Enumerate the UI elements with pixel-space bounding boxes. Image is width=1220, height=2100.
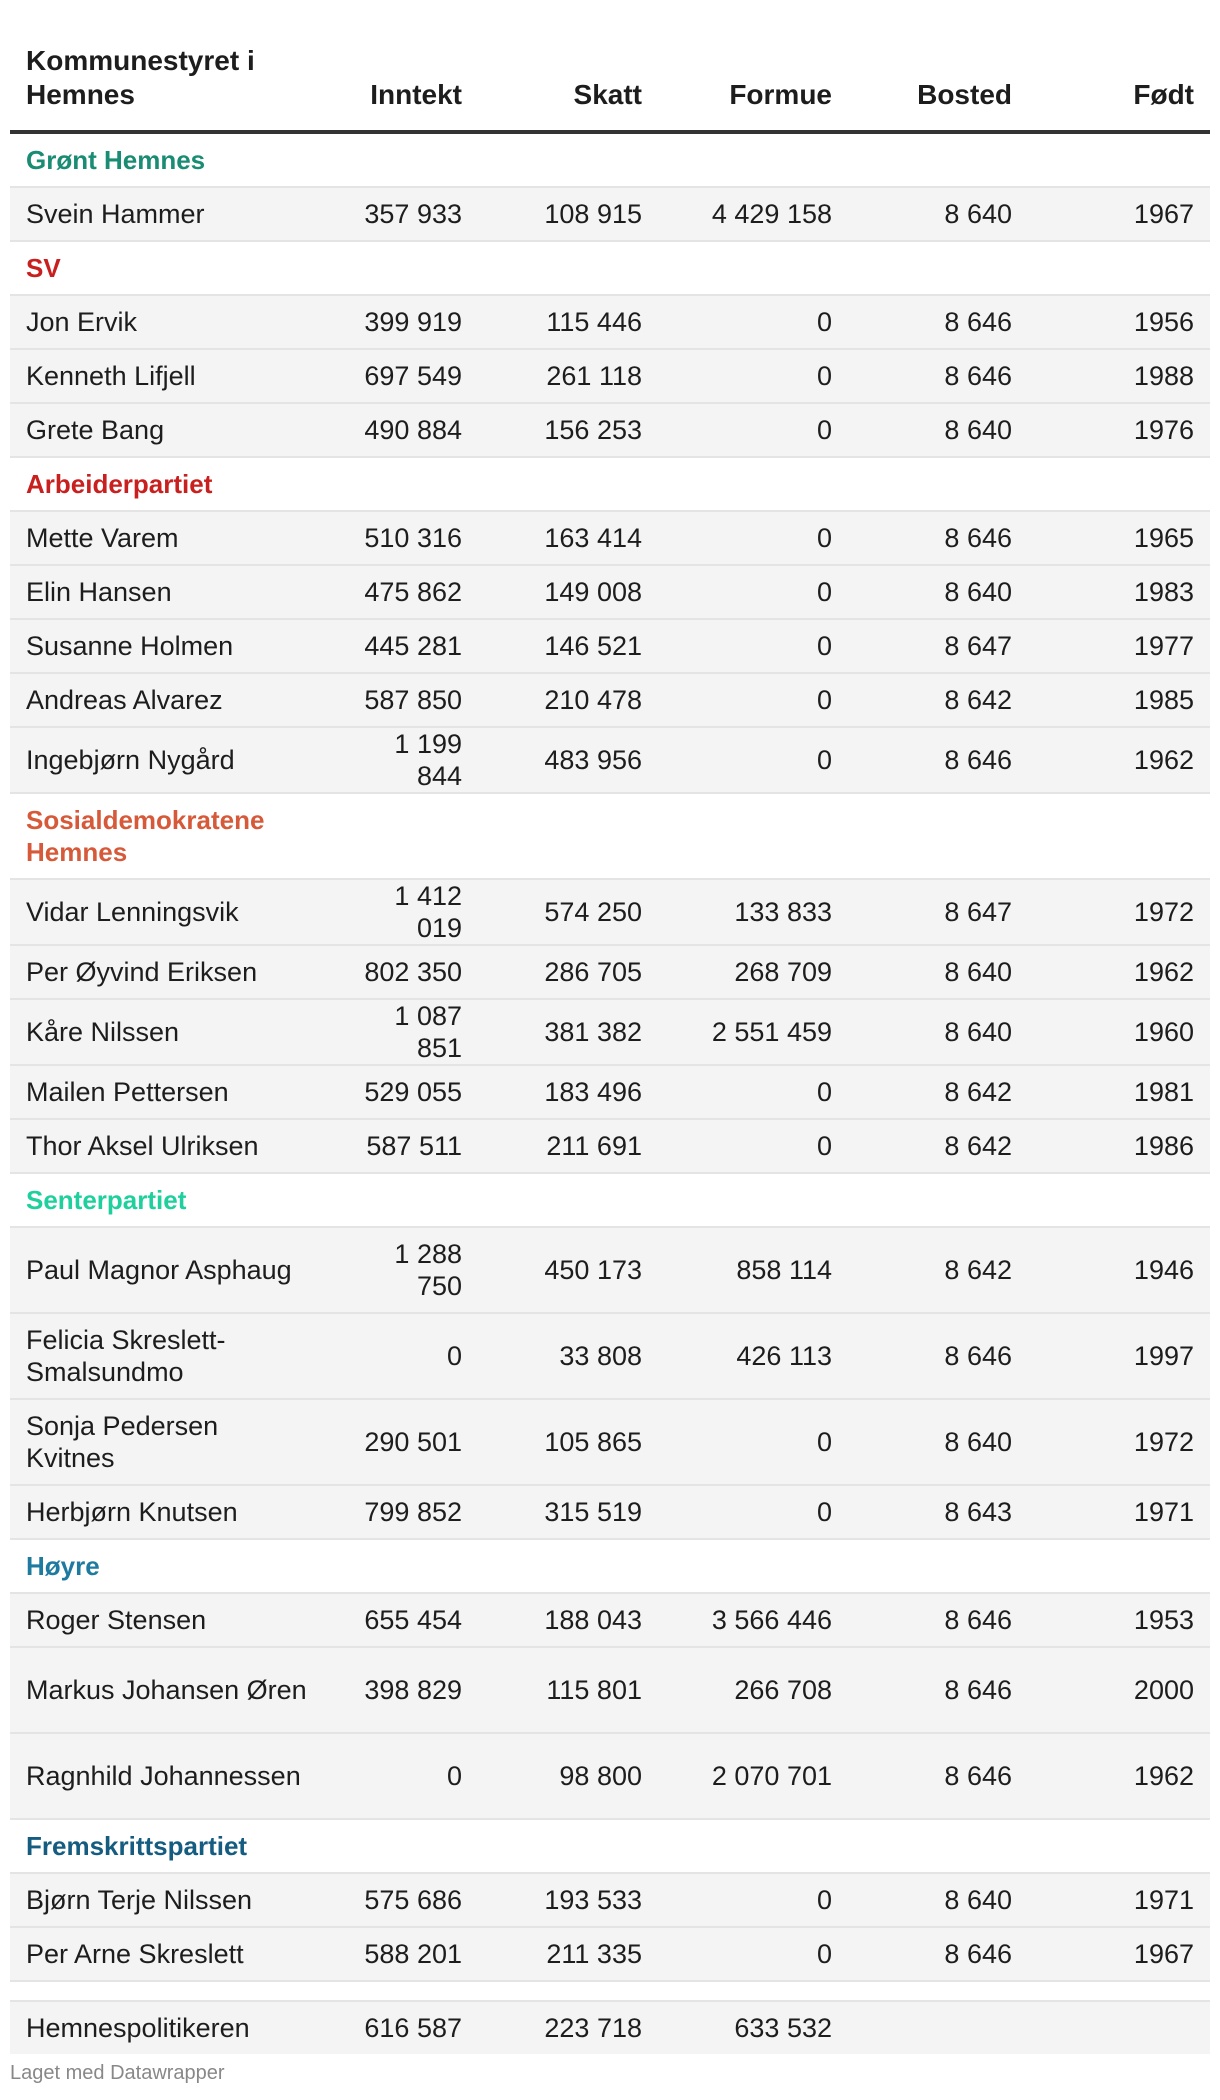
cell-formue: 0 [658, 727, 848, 793]
table-header [10, 40, 1210, 132]
total-row [10, 2001, 1210, 2054]
cell-inntekt: 1 412 019 [328, 879, 478, 945]
member-name: Andreas Alvarez [10, 673, 328, 727]
cell-formue: 858 114 [658, 1227, 848, 1313]
table-row [10, 511, 1210, 565]
table-row [10, 403, 1210, 457]
member-name: Roger Stensen [10, 1593, 328, 1647]
table-row [10, 1873, 1210, 1927]
table-row [10, 999, 1210, 1065]
cell-formue: 0 [658, 1873, 848, 1927]
cell-formue: 0 [658, 619, 848, 673]
group-header-row [10, 1539, 1210, 1593]
cell-inntekt: 398 829 [328, 1647, 478, 1733]
member-name: Kåre Nilssen [10, 999, 328, 1065]
cell-skatt: 183 496 [478, 1065, 658, 1119]
cell-inntekt: 529 055 [328, 1065, 478, 1119]
cell-inntekt: 575 686 [328, 1873, 478, 1927]
cell-skatt: 211 691 [478, 1119, 658, 1173]
cell-bosted: 8 647 [848, 879, 1028, 945]
spacer-row [10, 1981, 1210, 2001]
table-row [10, 1647, 1210, 1733]
empty-cell [1028, 2001, 1210, 2054]
header-skatt[interactable]: Skatt [478, 40, 658, 132]
cell-fodt: 1971 [1028, 1485, 1210, 1539]
empty-cell [478, 793, 658, 879]
cell-inntekt: 0 [328, 1733, 478, 1819]
header-fodt[interactable]: Født [1028, 40, 1210, 132]
table-row [10, 1593, 1210, 1647]
cell-bosted: 8 646 [848, 295, 1028, 349]
cell-bosted: 8 642 [848, 1227, 1028, 1313]
total-skatt: 223 718 [478, 2001, 658, 2054]
cell-bosted: 8 640 [848, 187, 1028, 241]
cell-skatt: 315 519 [478, 1485, 658, 1539]
group-header-row [10, 1819, 1210, 1873]
cell-skatt: 210 478 [478, 673, 658, 727]
cell-bosted: 8 642 [848, 1065, 1028, 1119]
cell-inntekt: 445 281 [328, 619, 478, 673]
cell-skatt: 108 915 [478, 187, 658, 241]
table-row [10, 349, 1210, 403]
member-name: Grete Bang [10, 403, 328, 457]
member-name: Mailen Pettersen [10, 1065, 328, 1119]
cell-skatt: 450 173 [478, 1227, 658, 1313]
cell-skatt: 33 808 [478, 1313, 658, 1399]
empty-cell [658, 793, 848, 879]
cell-fodt: 1962 [1028, 945, 1210, 999]
table-row [10, 1733, 1210, 1819]
cell-bosted: 8 643 [848, 1485, 1028, 1539]
table-row [10, 727, 1210, 793]
cell-formue: 268 709 [658, 945, 848, 999]
cell-skatt: 261 118 [478, 349, 658, 403]
cell-skatt: 115 446 [478, 295, 658, 349]
party-label: Senterpartiet [10, 1173, 1210, 1227]
cell-fodt: 1960 [1028, 999, 1210, 1065]
party-label: SV [10, 241, 1210, 295]
cell-inntekt: 399 919 [328, 295, 478, 349]
table-row [10, 295, 1210, 349]
cell-fodt: 2000 [1028, 1647, 1210, 1733]
member-name: Elin Hansen [10, 565, 328, 619]
cell-skatt: 98 800 [478, 1733, 658, 1819]
cell-bosted: 8 646 [848, 349, 1028, 403]
group-header-row [10, 132, 1210, 187]
member-name: Vidar Lenningsvik [10, 879, 328, 945]
header-bosted[interactable]: Bosted [848, 40, 1028, 132]
cell-inntekt: 490 884 [328, 403, 478, 457]
table-row [10, 565, 1210, 619]
cell-inntekt: 588 201 [328, 1927, 478, 1981]
cell-bosted: 8 646 [848, 1733, 1028, 1819]
cell-inntekt: 1 087 851 [328, 999, 478, 1065]
politician-table [10, 40, 1210, 2054]
cell-bosted: 8 640 [848, 999, 1028, 1065]
cell-fodt: 1956 [1028, 295, 1210, 349]
member-name: Felicia Skreslett-Smalsundmo [10, 1313, 328, 1399]
cell-formue: 0 [658, 349, 848, 403]
member-name: Ragnhild Johannessen [10, 1733, 328, 1819]
header-formue[interactable]: Formue [658, 40, 848, 132]
table-row [10, 619, 1210, 673]
cell-inntekt: 290 501 [328, 1399, 478, 1485]
cell-fodt: 1988 [1028, 349, 1210, 403]
cell-fodt: 1971 [1028, 1873, 1210, 1927]
empty-cell [1028, 793, 1210, 879]
header-inntekt[interactable]: Inntekt [328, 40, 478, 132]
cell-inntekt: 1 199 844 [328, 727, 478, 793]
cell-bosted: 8 640 [848, 945, 1028, 999]
party-label: Sosialdemokratene Hemnes [10, 793, 328, 879]
table-row [10, 1927, 1210, 1981]
cell-skatt: 193 533 [478, 1873, 658, 1927]
table-row [10, 1119, 1210, 1173]
cell-formue: 0 [658, 673, 848, 727]
cell-formue: 266 708 [658, 1647, 848, 1733]
cell-inntekt: 655 454 [328, 1593, 478, 1647]
cell-formue: 0 [658, 295, 848, 349]
spacer-cell [10, 1981, 1210, 2001]
cell-fodt: 1983 [1028, 565, 1210, 619]
cell-formue: 0 [658, 511, 848, 565]
table-body [10, 132, 1210, 2054]
table-row [10, 1399, 1210, 1485]
party-label: Høyre [10, 1539, 1210, 1593]
cell-inntekt: 0 [328, 1313, 478, 1399]
cell-fodt: 1972 [1028, 879, 1210, 945]
cell-skatt: 188 043 [478, 1593, 658, 1647]
cell-fodt: 1981 [1028, 1065, 1210, 1119]
member-name: Sonja Pedersen Kvitnes [10, 1399, 328, 1485]
table-row [10, 673, 1210, 727]
empty-cell [848, 793, 1028, 879]
cell-fodt: 1946 [1028, 1227, 1210, 1313]
cell-inntekt: 475 862 [328, 565, 478, 619]
cell-bosted: 8 640 [848, 1873, 1028, 1927]
table-row [10, 1227, 1210, 1313]
cell-fodt: 1977 [1028, 619, 1210, 673]
member-name: Thor Aksel Ulriksen [10, 1119, 328, 1173]
cell-formue: 3 566 446 [658, 1593, 848, 1647]
cell-formue: 0 [658, 1485, 848, 1539]
cell-formue: 2 070 701 [658, 1733, 848, 1819]
table-row [10, 187, 1210, 241]
cell-fodt: 1976 [1028, 403, 1210, 457]
cell-inntekt: 587 850 [328, 673, 478, 727]
table-row [10, 945, 1210, 999]
cell-bosted: 8 646 [848, 727, 1028, 793]
cell-bosted: 8 646 [848, 1313, 1028, 1399]
cell-fodt: 1997 [1028, 1313, 1210, 1399]
group-header-row [10, 793, 1210, 879]
empty-cell [848, 2001, 1028, 2054]
cell-bosted: 8 646 [848, 1927, 1028, 1981]
cell-skatt: 115 801 [478, 1647, 658, 1733]
cell-fodt: 1962 [1028, 1733, 1210, 1819]
cell-inntekt: 802 350 [328, 945, 478, 999]
cell-skatt: 156 253 [478, 403, 658, 457]
cell-bosted: 8 647 [848, 619, 1028, 673]
footer-credit: Laget med Datawrapper [10, 2062, 225, 2084]
cell-formue: 4 429 158 [658, 187, 848, 241]
member-name: Markus Johansen Øren [10, 1647, 328, 1733]
cell-skatt: 211 335 [478, 1927, 658, 1981]
cell-formue: 2 551 459 [658, 999, 848, 1065]
cell-fodt: 1967 [1028, 187, 1210, 241]
member-name: Svein Hammer [10, 187, 328, 241]
party-label: Arbeiderpartiet [10, 457, 1210, 511]
cell-bosted: 8 640 [848, 1399, 1028, 1485]
cell-fodt: 1967 [1028, 1927, 1210, 1981]
cell-formue: 0 [658, 565, 848, 619]
cell-formue: 0 [658, 1927, 848, 1981]
cell-skatt: 105 865 [478, 1399, 658, 1485]
table-row [10, 1485, 1210, 1539]
cell-skatt: 149 008 [478, 565, 658, 619]
total-formue: 633 532 [658, 2001, 848, 2054]
member-name: Herbjørn Knutsen [10, 1485, 328, 1539]
group-header-row [10, 457, 1210, 511]
cell-inntekt: 587 511 [328, 1119, 478, 1173]
cell-bosted: 8 642 [848, 673, 1028, 727]
cell-bosted: 8 640 [848, 565, 1028, 619]
member-name: Per Arne Skreslett [10, 1927, 328, 1981]
cell-skatt: 146 521 [478, 619, 658, 673]
cell-fodt: 1965 [1028, 511, 1210, 565]
cell-bosted: 8 646 [848, 511, 1028, 565]
cell-skatt: 286 705 [478, 945, 658, 999]
cell-skatt: 381 382 [478, 999, 658, 1065]
cell-inntekt: 1 288 750 [328, 1227, 478, 1313]
group-header-row [10, 1173, 1210, 1227]
cell-bosted: 8 642 [848, 1119, 1028, 1173]
cell-formue: 0 [658, 403, 848, 457]
table-row [10, 1065, 1210, 1119]
cell-formue: 0 [658, 1065, 848, 1119]
cell-inntekt: 697 549 [328, 349, 478, 403]
party-label: Fremskrittspartiet [10, 1819, 1210, 1873]
member-name: Kenneth Lifjell [10, 349, 328, 403]
cell-bosted: 8 646 [848, 1647, 1028, 1733]
member-name: Bjørn Terje Nilssen [10, 1873, 328, 1927]
member-name: Per Øyvind Eriksen [10, 945, 328, 999]
cell-skatt: 483 956 [478, 727, 658, 793]
cell-bosted: 8 646 [848, 1593, 1028, 1647]
cell-bosted: 8 640 [848, 403, 1028, 457]
member-name: Susanne Holmen [10, 619, 328, 673]
cell-inntekt: 357 933 [328, 187, 478, 241]
cell-formue: 0 [658, 1119, 848, 1173]
group-header-row [10, 241, 1210, 295]
party-label: Grønt Hemnes [10, 132, 1210, 187]
cell-inntekt: 510 316 [328, 511, 478, 565]
empty-cell [328, 793, 478, 879]
cell-skatt: 574 250 [478, 879, 658, 945]
total-label: Hemnespolitikeren [10, 2001, 328, 2054]
cell-fodt: 1962 [1028, 727, 1210, 793]
cell-formue: 133 833 [658, 879, 848, 945]
member-name: Paul Magnor Asphaug [10, 1227, 328, 1313]
member-name: Jon Ervik [10, 295, 328, 349]
total-inntekt: 616 587 [328, 2001, 478, 2054]
member-name: Ingebjørn Nygård [10, 727, 328, 793]
cell-fodt: 1972 [1028, 1399, 1210, 1485]
table-row [10, 879, 1210, 945]
member-name: Mette Varem [10, 511, 328, 565]
cell-fodt: 1985 [1028, 673, 1210, 727]
cell-inntekt: 799 852 [328, 1485, 478, 1539]
header-name[interactable]: Kommunestyret i Hemnes [10, 40, 328, 132]
cell-fodt: 1953 [1028, 1593, 1210, 1647]
cell-formue: 0 [658, 1399, 848, 1485]
cell-skatt: 163 414 [478, 511, 658, 565]
cell-formue: 426 113 [658, 1313, 848, 1399]
cell-fodt: 1986 [1028, 1119, 1210, 1173]
table-row [10, 1313, 1210, 1399]
